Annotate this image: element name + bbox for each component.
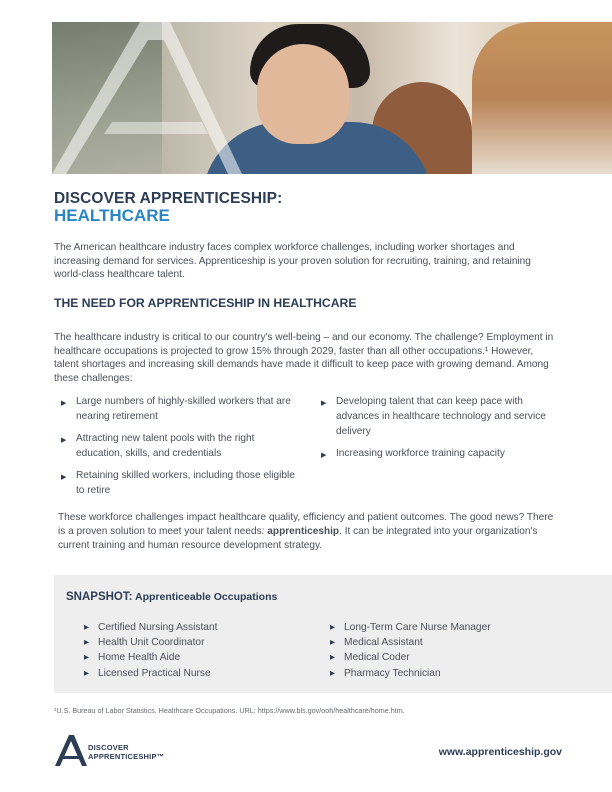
triangle-bullet-icon: ▶ bbox=[84, 624, 89, 631]
triangle-bullet-icon: ▶ bbox=[321, 400, 327, 407]
list-item: ▶ Certified Nursing Assistant bbox=[84, 620, 217, 635]
triangle-bullet-icon: ▶ bbox=[330, 654, 335, 662]
a-watermark-icon bbox=[52, 22, 252, 174]
triangle-bullet-icon: ▶ bbox=[84, 654, 89, 662]
website-link[interactable]: www.apprenticeship.gov bbox=[438, 746, 562, 758]
page-title: DISCOVER APPRENTICESHIP: bbox=[54, 190, 283, 207]
triangle-bullet-icon: ▶ bbox=[61, 400, 67, 407]
triangle-bullet-icon: ▶ bbox=[84, 669, 89, 677]
logo-line2: APPRENTICESHIP™ bbox=[88, 752, 165, 761]
list-item: ▶ Pharmacy Technician bbox=[330, 666, 491, 681]
triangle-bullet-icon: ▶ bbox=[321, 452, 327, 459]
triangle-bullet-icon: ▶ bbox=[330, 669, 335, 677]
challenges-list-right bbox=[318, 394, 558, 461]
hero-photo bbox=[52, 22, 612, 174]
snapshot-title: SNAPSHOT: Apprenticeable Occupations bbox=[66, 591, 278, 603]
list-item: ▶ Attracting new talent pools with the right education, skills, and credentials bbox=[61, 433, 255, 459]
closing-paragraph: These workforce challenges impact healthcare quality, efficiency and patient outcomes. The good news? There is a proven solution to meet your talent needs: apprenticeship. It can be integrated into your organization's current training and human resource development strategy. bbox=[58, 512, 554, 551]
logo-line1: DISCOVER bbox=[88, 743, 129, 752]
apprenticeship-emphasis: apprenticeship bbox=[267, 526, 340, 537]
list-item: ▶ Retaining skilled workers, including those eligible to retire bbox=[61, 470, 295, 496]
triangle-bullet-icon: ▶ bbox=[84, 639, 89, 647]
snapshot-panel bbox=[54, 575, 612, 693]
list-item: ▶ Medical Coder bbox=[330, 650, 491, 665]
list-item: ▶ Health Unit Coordinator bbox=[84, 635, 217, 650]
triangle-bullet-icon: ▶ bbox=[61, 437, 67, 444]
footnote: ¹U.S. Bureau of Labor Statistics. Healthcare Occupations. URL: https://www.bls.gov/ooh/healthcare/home.htm. bbox=[54, 706, 405, 715]
need-heading: THE NEED FOR APPRENTICESHIP IN HEALTHCARE bbox=[54, 296, 357, 310]
apprenticeship-a-logo-icon bbox=[54, 733, 88, 767]
list-item: ▶ Licensed Practical Nurse bbox=[84, 666, 217, 681]
list-item: ▶ Developing talent that can keep pace with advances in healthcare technology and service delivery bbox=[321, 396, 546, 437]
occupations-list-left bbox=[84, 620, 217, 681]
list-item: ▶ Large numbers of highly-skilled workers that are nearing retirement bbox=[61, 396, 291, 422]
intro-paragraph: The American healthcare industry faces complex workforce challenges, including worker shortages and increasing demand for services. Apprenticeship is your proven solution for recruiting, training, and retaining world-class healthcare talent. bbox=[54, 242, 531, 280]
page-subtitle: HEALTHCARE bbox=[54, 206, 170, 225]
list-item: ▶ Long-Term Care Nurse Manager bbox=[330, 620, 491, 635]
list-item: ▶ Medical Assistant bbox=[330, 635, 491, 650]
discover-apprenticeship-logo[interactable] bbox=[54, 733, 174, 769]
challenges-list-left bbox=[58, 394, 298, 498]
triangle-bullet-icon: ▶ bbox=[61, 474, 67, 481]
triangle-bullet-icon: ▶ bbox=[330, 624, 335, 631]
list-item: ▶ Increasing workforce training capacity bbox=[318, 446, 558, 461]
occupations-list-right bbox=[330, 620, 491, 681]
list-item: ▶ Home Health Aide bbox=[84, 650, 217, 665]
triangle-bullet-icon: ▶ bbox=[330, 639, 335, 647]
need-paragraph: The healthcare industry is critical to our country's well-being – and our economy. The challenge? Employment in healthcare occupations is projected to grow 15% through 2029, faster than all other occupations.¹ However, talent shortages and increasing skill demands have made it difficult to keep pace with growing demand. Among these challenges: bbox=[54, 332, 554, 384]
